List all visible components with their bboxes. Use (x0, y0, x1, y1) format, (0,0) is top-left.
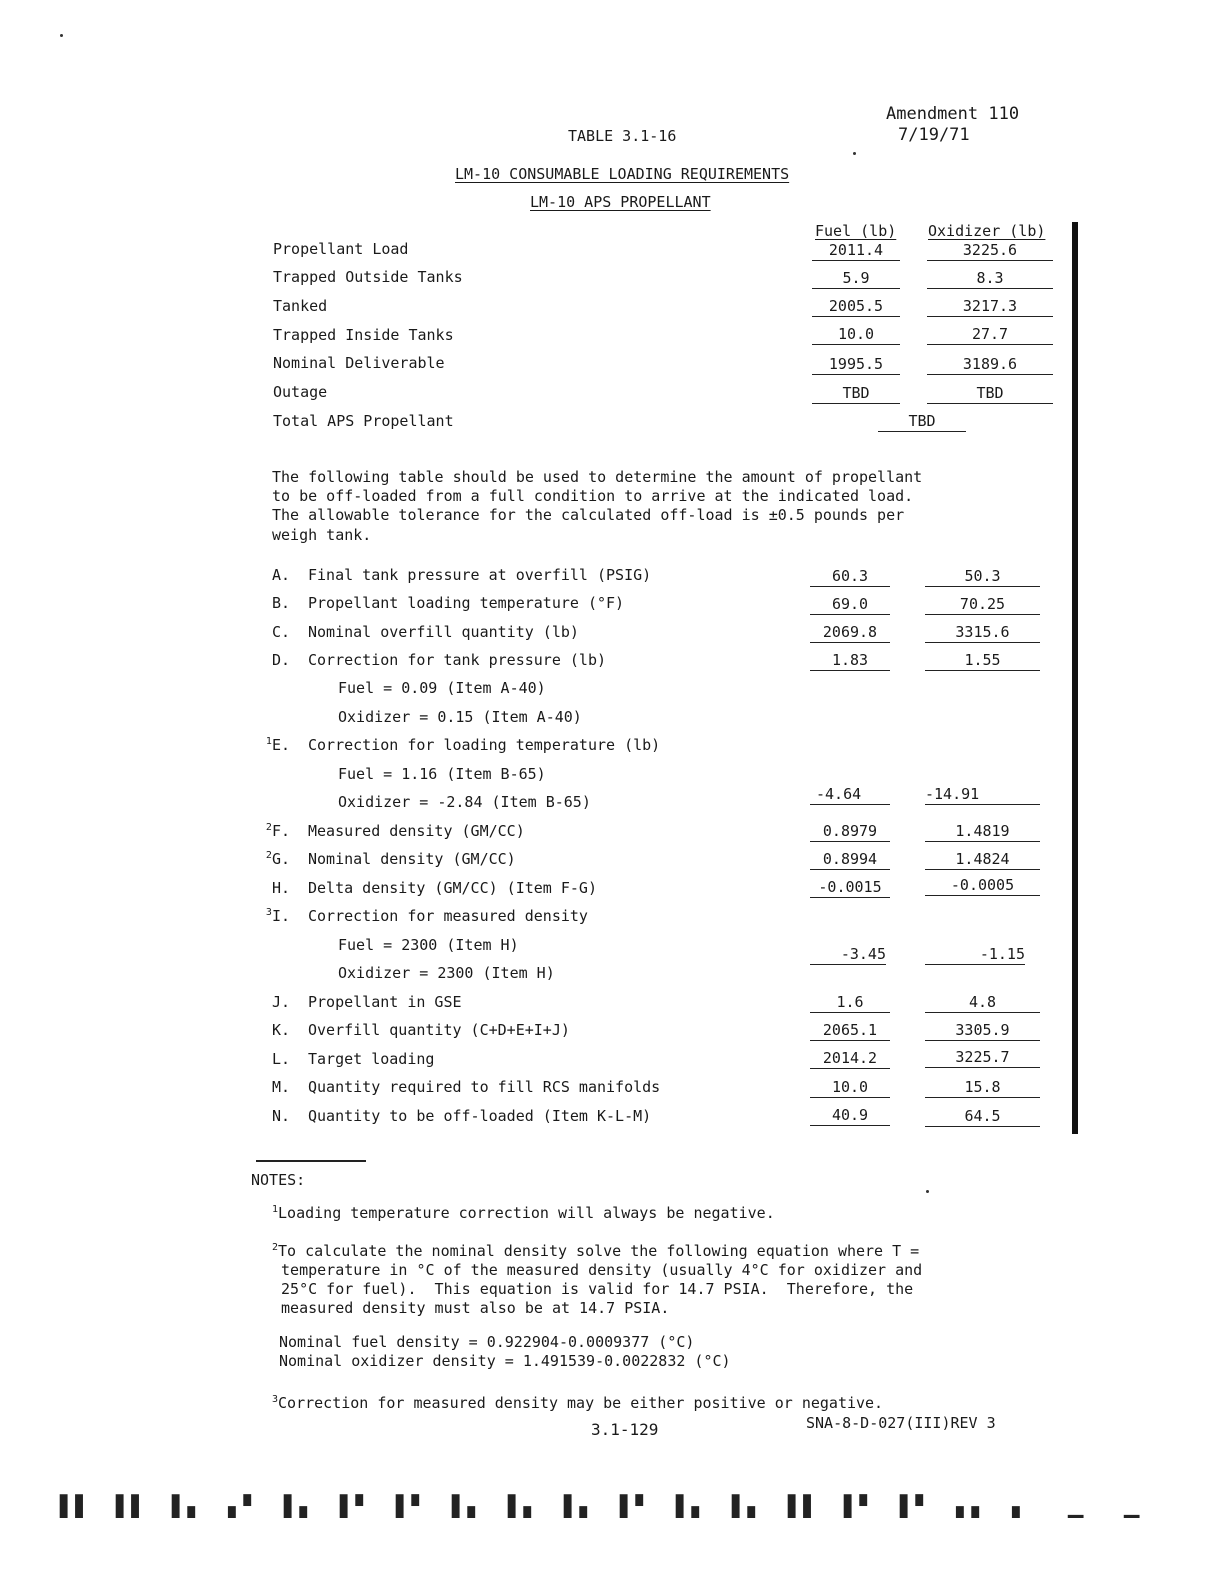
item-text: Quantity required to fill RCS manifolds (308, 1078, 661, 1096)
item-letter-text: E. (271, 736, 290, 754)
oxidizer-value: 15.8 (925, 1078, 1040, 1098)
scan-mark: ▁ (1124, 1494, 1140, 1518)
note-1 (272, 1200, 775, 1223)
scan-speck (926, 1190, 929, 1193)
notes-heading: NOTES: (251, 1171, 306, 1189)
note-text: Loading temperature correction will always be negative. (278, 1204, 775, 1222)
item-text: Measured density (GM/CC) (308, 822, 525, 840)
footnote-ref: 2 (265, 822, 272, 833)
item-letter-text: G. (271, 850, 290, 868)
item-letter: B. (271, 594, 290, 612)
oxidizer-value: -14.91 (925, 785, 1040, 805)
item-letter-text: I. (271, 907, 290, 925)
fuel-value: 60.3 (810, 567, 890, 587)
oxidizer-value: 50.3 (925, 567, 1040, 587)
fuel-value: 0.8994 (810, 850, 890, 870)
oxidizer-value: -0.0005 (925, 876, 1040, 896)
amendment-date: 7/19/71 (898, 125, 970, 145)
column-header-fuel: Fuel (lb) (815, 222, 897, 240)
oxidizer-value: 3305.9 (925, 1021, 1040, 1041)
row-label: Propellant Load (273, 240, 409, 258)
oxidizer-value: 3225.6 (927, 241, 1053, 261)
item-letter (258, 822, 290, 840)
item-text: Propellant loading temperature (°F) (308, 594, 625, 612)
scan-mark: ▖▖ (956, 1494, 987, 1518)
item-letter: K. (271, 1021, 290, 1039)
oxidizer-value: 70.25 (925, 595, 1040, 615)
total-value: TBD (878, 412, 966, 432)
scan-mark: ▌▘ (900, 1494, 931, 1518)
oxidizer-value: 64.5 (925, 1107, 1040, 1127)
amendment-block (886, 104, 1019, 146)
item-letter: A. (271, 566, 290, 584)
fuel-value: 2069.8 (810, 623, 890, 643)
scan-mark: ▌▌ (788, 1494, 819, 1518)
footnote-marker: 1 (272, 1204, 279, 1215)
fuel-value: 1995.5 (812, 355, 900, 375)
item-text: Correction for loading temperature (lb) (308, 736, 661, 754)
scan-mark: ▌▖ (452, 1494, 483, 1518)
item-text: Nominal overfill quantity (lb) (308, 623, 579, 641)
oxidizer-value: 3217.3 (927, 297, 1053, 317)
fuel-value: 2005.5 (812, 297, 900, 317)
fuel-value: 10.0 (810, 1078, 890, 1098)
fuel-value: -3.45 (810, 945, 886, 965)
oxidizer-value: 8.3 (927, 269, 1053, 289)
fuel-value: 5.9 (812, 269, 900, 289)
item-subline: Oxidizer = 0.15 (Item A-40) (338, 708, 582, 726)
item-text: Nominal density (GM/CC) (308, 850, 516, 868)
footnote-marker: 3 (272, 1394, 279, 1405)
total-label: Total APS Propellant (273, 412, 454, 430)
item-letter: N. (271, 1107, 290, 1125)
oxidizer-value: 3225.7 (925, 1048, 1040, 1068)
fuel-value: 1.83 (810, 651, 890, 671)
table-subtitle: LM-10 APS PROPELLANT (530, 193, 711, 211)
item-letter: J. (271, 993, 290, 1011)
item-text: Quantity to be off-loaded (Item K-L-M) (308, 1107, 652, 1125)
note-2 (272, 1238, 922, 1318)
item-letter: C. (271, 623, 290, 641)
item-letter (258, 850, 290, 868)
note-text: To calculate the nominal density solve the following equation where T = temperature in °C of the measured density (usually 4°C for oxidizer and 25°C for fuel). This equation is valid for 14.7 PSIA. Therefore, the measured density must also be at 14.7 PSIA. (278, 1242, 923, 1317)
footnote-ref: 1 (265, 736, 272, 747)
scan-mark: ▖▘ (228, 1494, 259, 1518)
item-text: Delta density (GM/CC) (Item F-G) (308, 879, 597, 897)
scan-speck (60, 34, 63, 37)
item-text: Propellant in GSE (308, 993, 462, 1011)
item-letter: L. (271, 1050, 290, 1068)
scan-mark: ▌▖ (732, 1494, 763, 1518)
note-3 (272, 1390, 883, 1413)
oxidizer-value: -1.15 (925, 945, 1025, 965)
column-header-oxidizer: Oxidizer (lb) (928, 222, 1046, 240)
scan-mark: ▌▖ (676, 1494, 707, 1518)
oxidizer-value: 3315.6 (925, 623, 1040, 643)
scan-mark: ▌▘ (620, 1494, 651, 1518)
item-text: Overfill quantity (C+D+E+I+J) (308, 1021, 570, 1039)
fuel-value: -4.64 (810, 785, 890, 805)
item-subline: Fuel = 2300 (Item H) (338, 936, 519, 954)
row-label: Tanked (273, 297, 328, 315)
oxidizer-value: 4.8 (925, 993, 1040, 1013)
item-subline: Fuel = 0.09 (Item A-40) (338, 679, 546, 697)
fuel-value: TBD (812, 384, 900, 404)
fuel-value: 2065.1 (810, 1021, 890, 1041)
note-text: Correction for measured density may be either positive or negative. (278, 1394, 884, 1412)
scan-speck (853, 152, 856, 155)
fuel-value: 10.0 (812, 325, 900, 345)
amendment-label: Amendment 110 (886, 104, 1020, 124)
item-letter-text: F. (271, 822, 290, 840)
scan-mark: ▌▌ (116, 1494, 147, 1518)
fuel-value: -0.0015 (810, 878, 890, 898)
scan-mark: ▌▖ (508, 1494, 539, 1518)
oxidizer-value: 27.7 (927, 325, 1053, 345)
item-subline: Oxidizer = -2.84 (Item B-65) (338, 793, 591, 811)
scan-mark: ▌▘ (396, 1494, 427, 1518)
fuel-value: 0.8979 (810, 822, 890, 842)
scan-mark: ▌▘ (844, 1494, 875, 1518)
fuel-value: 69.0 (810, 595, 890, 615)
item-letter (258, 736, 290, 754)
oxidizer-value: 3189.6 (927, 355, 1053, 375)
table-number: TABLE 3.1-16 (568, 127, 677, 145)
scan-mark: ▖ (1012, 1494, 1028, 1518)
oxidizer-value: 1.55 (925, 651, 1040, 671)
item-text: Correction for measured density (308, 907, 588, 925)
revision-bar (1072, 222, 1078, 1134)
row-label: Nominal Deliverable (273, 354, 445, 372)
scan-mark: ▁ (1068, 1494, 1084, 1518)
page-number: 3.1-129 (591, 1420, 659, 1439)
oxidizer-value: 1.4824 (925, 850, 1040, 870)
instructions-paragraph: The following table should be used to determine the amount of propellant to be off-loaded from a full condition to arrive at the indicated load. The allowable tolerance for the calculated off-load is ±0.5 pounds per weigh tank. (272, 468, 923, 544)
item-subline: Fuel = 1.16 (Item B-65) (338, 765, 546, 783)
density-equations: Nominal fuel density = 0.922904-0.0009377 (°C) Nominal oxidizer density = 1.491539-0.0022832 (°C) (279, 1333, 731, 1370)
item-letter: D. (271, 651, 290, 669)
item-text: Final tank pressure at overfill (PSIG) (308, 566, 652, 584)
scan-mark: ▌▖ (564, 1494, 595, 1518)
item-text: Correction for tank pressure (lb) (308, 651, 607, 669)
fuel-value: 40.9 (810, 1106, 890, 1126)
table-title: LM-10 CONSUMABLE LOADING REQUIREMENTS (455, 165, 790, 183)
scan-mark: ▌▘ (340, 1494, 371, 1518)
fuel-value: 1.6 (810, 993, 890, 1013)
row-label: Outage (273, 383, 328, 401)
fuel-value: 2011.4 (812, 241, 900, 261)
notes-divider (256, 1160, 366, 1162)
footnote-ref: 2 (265, 850, 272, 861)
item-letter: H. (271, 879, 290, 897)
row-label: Trapped Outside Tanks (273, 268, 463, 286)
scan-mark: ▌▖ (172, 1494, 203, 1518)
item-text: Target loading (308, 1050, 435, 1068)
footnote-ref: 3 (265, 907, 272, 918)
footnote-marker: 2 (272, 1242, 279, 1253)
oxidizer-value: TBD (927, 384, 1053, 404)
document-id: SNA-8-D-027(III)REV 3 (806, 1414, 996, 1432)
item-subline: Oxidizer = 2300 (Item H) (338, 964, 555, 982)
oxidizer-value: 1.4819 (925, 822, 1040, 842)
fuel-value: 2014.2 (810, 1049, 890, 1069)
item-letter (258, 907, 290, 925)
scan-mark: ▌▌ (60, 1494, 91, 1518)
item-letter: M. (271, 1078, 290, 1096)
scan-mark: ▌▖ (284, 1494, 315, 1518)
row-label: Trapped Inside Tanks (273, 326, 454, 344)
scan-edge-marks (60, 1494, 1160, 1520)
